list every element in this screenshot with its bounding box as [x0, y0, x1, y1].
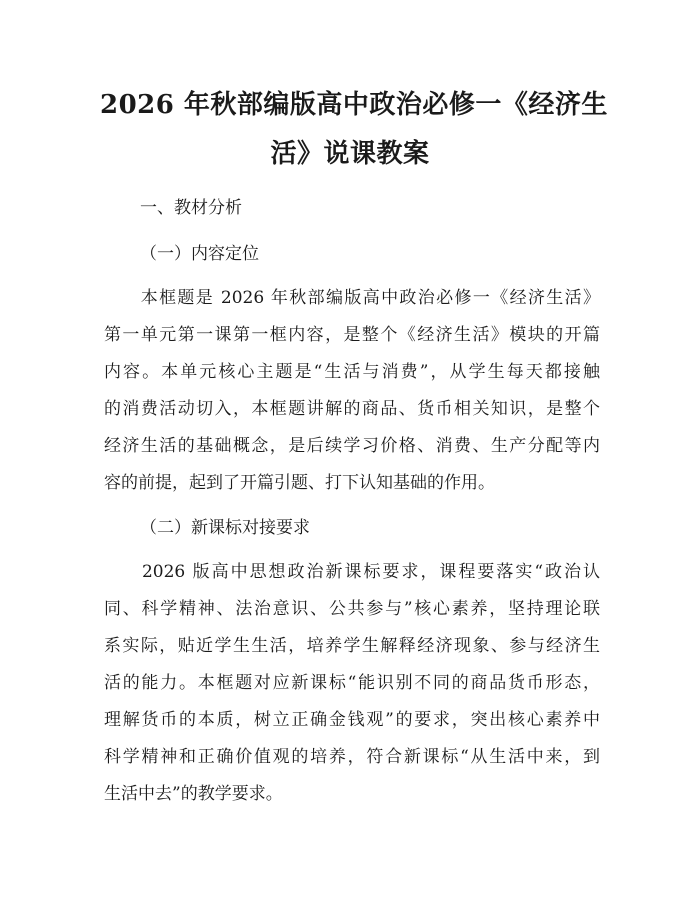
paragraph-line: 生活中去”的教学要求。: [104, 784, 283, 804]
document-title-line-1: 2026 年秋部编版高中政治必修一《经济生: [100, 90, 608, 120]
paragraph-line: 系实际，贴近学生生活，培养学生解释经济现象、参与经济生: [104, 636, 600, 656]
paragraph-line: 本框题是 2026 年秋部编版高中政治必修一《经济生活》: [104, 288, 600, 308]
subsection-heading-content-positioning: （一）内容定位: [140, 244, 259, 264]
section-heading-textbook-analysis: 一、教材分析: [140, 198, 242, 218]
paragraph-line: 活的能力。本框题对应新课标“能识别不同的商品货币形态，: [104, 673, 600, 693]
paragraph-line: 同、科学精神、法治意识、公共参与”核心素养，坚持理论联: [104, 599, 600, 619]
paragraph-line: 经济生活的基础概念，是后续学习价格、消费、生产分配等内: [104, 436, 600, 456]
paragraph-curriculum-requirements: [104, 554, 600, 813]
document-title-line-2: 活》说课教案: [270, 139, 430, 169]
paragraph-line: 第一单元第一课第一框内容，是整个《经济生活》模块的开篇: [104, 325, 600, 345]
paragraph-line: 容的前提，起到了开篇引题、打下认知基础的作用。: [104, 473, 495, 493]
paragraph-content-positioning: [104, 280, 600, 502]
paragraph-line: 内容。本单元核心主题是“生活与消费”，从学生每天都接触: [104, 362, 600, 382]
paragraph-line: 的消费活动切入，本框题讲解的商品、货币相关知识，是整个: [104, 399, 600, 419]
paragraph-line: 2026 版高中思想政治新课标要求，课程要落实“政治认: [104, 562, 600, 582]
subsection-heading-curriculum-requirements: （二）新课标对接要求: [140, 518, 310, 538]
paragraph-line: 理解货币的本质，树立正确金钱观”的要求，突出核心素养中: [104, 710, 600, 730]
paragraph-line: 科学精神和正确价值观的培养，符合新课标“从生活中来，到: [104, 747, 600, 767]
